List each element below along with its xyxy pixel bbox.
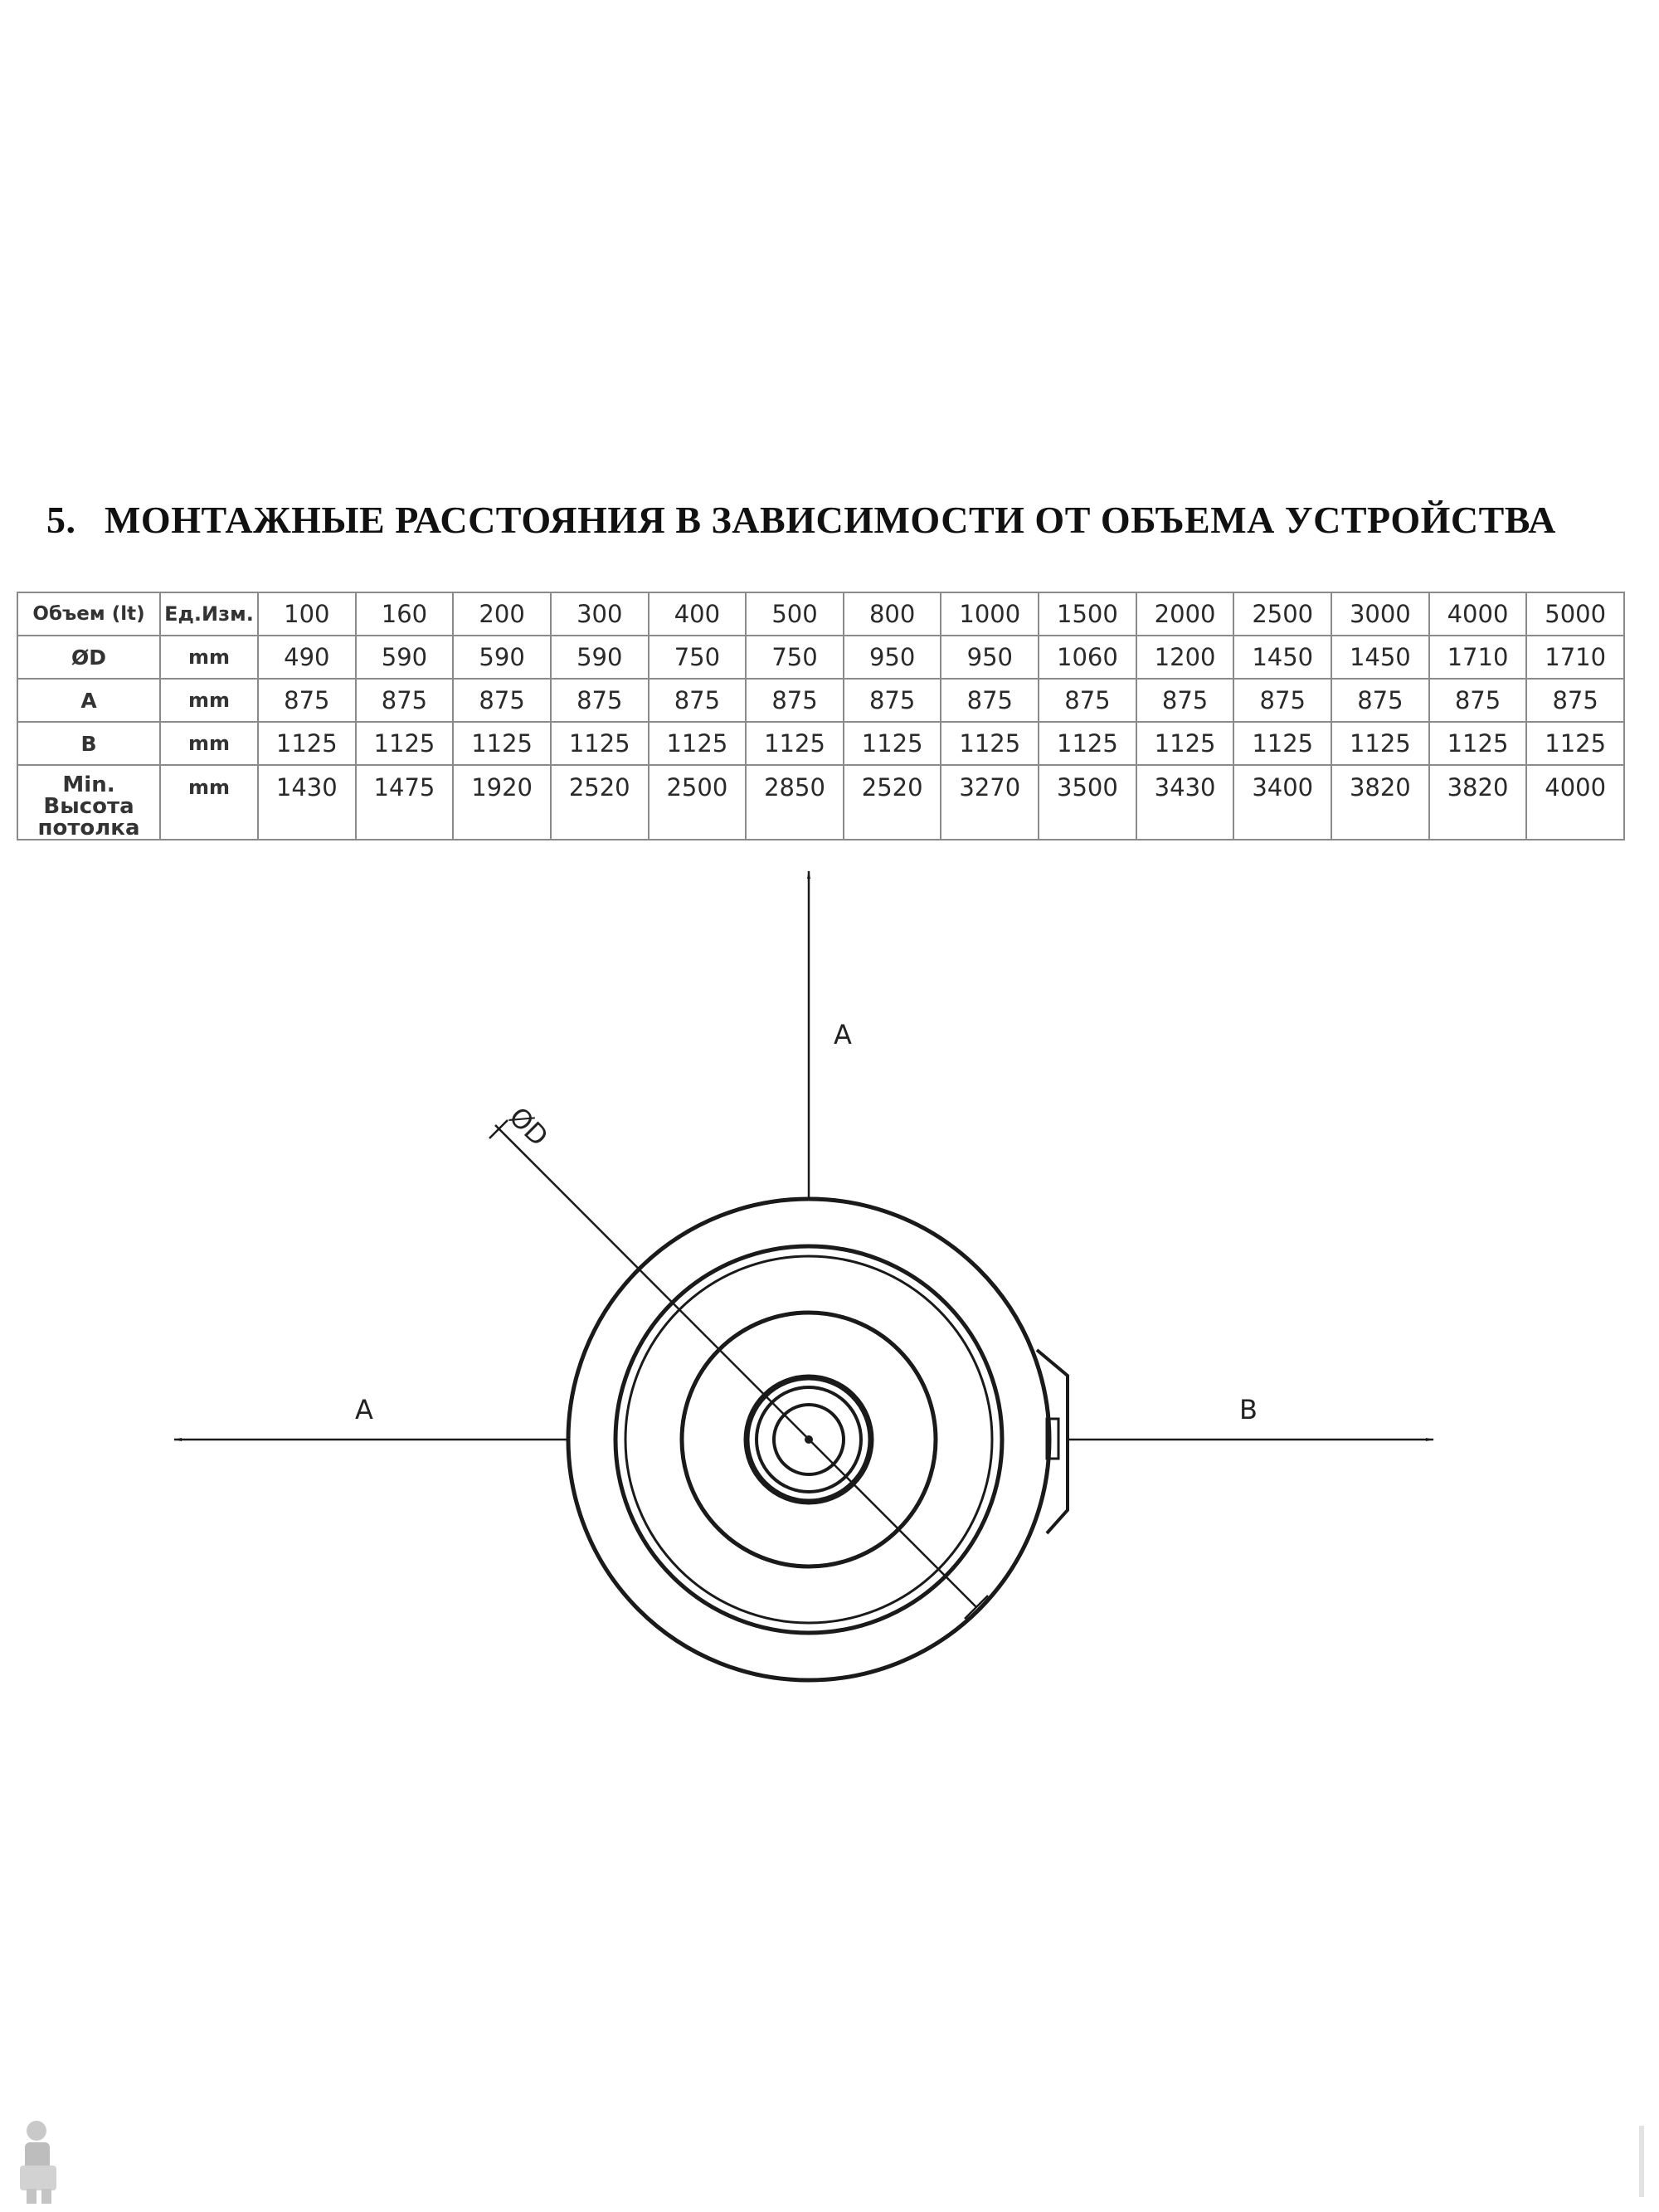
- table-cell: 1125: [1039, 722, 1136, 765]
- table-cell: 1125: [1429, 722, 1527, 765]
- table-cell: 1450: [1331, 636, 1429, 679]
- table-row: [17, 636, 1624, 679]
- table-cell: 3820: [1331, 765, 1429, 840]
- diameter-line: [495, 1125, 976, 1607]
- table-cell: 1125: [1331, 722, 1429, 765]
- table-row: [17, 722, 1624, 765]
- table-cell: 2520: [844, 765, 941, 840]
- table-cell: 875: [258, 679, 356, 722]
- table-cell: 875: [746, 679, 844, 722]
- table-cell: 875: [1136, 679, 1234, 722]
- table-cell: 875: [844, 679, 941, 722]
- table-cell: 4000: [1429, 592, 1527, 636]
- table-cell: 1060: [1039, 636, 1136, 679]
- table-cell: 1125: [941, 722, 1039, 765]
- table-cell: 490: [258, 636, 356, 679]
- table-header-row: [17, 592, 1624, 636]
- table-cell: 1500: [1039, 592, 1136, 636]
- table-cell: 2500: [649, 765, 747, 840]
- table-cell: 1125: [844, 722, 941, 765]
- table-cell: 3500: [1039, 765, 1136, 840]
- row-unit: mm: [160, 679, 258, 722]
- table-cell: 2500: [1233, 592, 1331, 636]
- table-cell: 1125: [649, 722, 747, 765]
- row-unit: mm: [160, 636, 258, 679]
- table-cell: 200: [453, 592, 551, 636]
- row-unit: mm: [160, 722, 258, 765]
- table-cell: 1710: [1526, 636, 1624, 679]
- table-cell: 160: [356, 592, 454, 636]
- table-cell: 875: [551, 679, 649, 722]
- table-cell: 2000: [1136, 592, 1234, 636]
- table-cell: 3400: [1233, 765, 1331, 840]
- label-top-a: A: [834, 1019, 852, 1050]
- table-cell: 950: [844, 636, 941, 679]
- table-cell: 2850: [746, 765, 844, 840]
- section-title: [46, 498, 1623, 542]
- mounting-distances-table: [17, 592, 1625, 840]
- table-cell: 4000: [1526, 765, 1624, 840]
- table-cell: 1125: [356, 722, 454, 765]
- table-cell: 1125: [551, 722, 649, 765]
- table-cell: 875: [453, 679, 551, 722]
- table-cell: 3000: [1331, 592, 1429, 636]
- table-cell: 750: [746, 636, 844, 679]
- label-diameter: ØD: [503, 1100, 555, 1152]
- installation-diagram: [0, 855, 1659, 1717]
- table-cell: 875: [649, 679, 747, 722]
- table-cell: 950: [941, 636, 1039, 679]
- table-cell: 875: [941, 679, 1039, 722]
- table-cell: 875: [1429, 679, 1527, 722]
- watermark-mark-icon: [1634, 2124, 1651, 2199]
- table-cell: 1125: [258, 722, 356, 765]
- row-label: Объем (lt): [17, 592, 160, 636]
- label-right-b: B: [1239, 1394, 1258, 1425]
- table-cell: 1125: [1233, 722, 1331, 765]
- table-cell: 875: [1233, 679, 1331, 722]
- row-label: A: [17, 679, 160, 722]
- table-cell: 875: [1526, 679, 1624, 722]
- table-cell: 2520: [551, 765, 649, 840]
- table-cell: 875: [356, 679, 454, 722]
- row-label: ØD: [17, 636, 160, 679]
- table-cell: 1125: [1136, 722, 1234, 765]
- table-cell: 1710: [1429, 636, 1527, 679]
- table-cell: 1430: [258, 765, 356, 840]
- table-cell: 3820: [1429, 765, 1527, 840]
- row-label: B: [17, 722, 160, 765]
- section-number: 5.: [46, 499, 76, 541]
- table-cell: 500: [746, 592, 844, 636]
- table-cell: 1125: [746, 722, 844, 765]
- table-cell: 590: [551, 636, 649, 679]
- table-cell: 1125: [1526, 722, 1624, 765]
- table-cell: 1450: [1233, 636, 1331, 679]
- table-cell: 590: [453, 636, 551, 679]
- table-cell: 750: [649, 636, 747, 679]
- mascot-logo-icon: [5, 2116, 71, 2207]
- label-left-a: A: [355, 1394, 373, 1425]
- row-unit: Ед.Изм.: [160, 592, 258, 636]
- table-cell: 100: [258, 592, 356, 636]
- table-cell: 300: [551, 592, 649, 636]
- table-cell: 3430: [1136, 765, 1234, 840]
- table-cell: 5000: [1526, 592, 1624, 636]
- table-row: [17, 679, 1624, 722]
- table-cell: 3270: [941, 765, 1039, 840]
- table-cell: 875: [1331, 679, 1429, 722]
- table-cell: 400: [649, 592, 747, 636]
- table-cell: 800: [844, 592, 941, 636]
- table-cell: 1475: [356, 765, 454, 840]
- table-cell: 1200: [1136, 636, 1234, 679]
- table-cell: 1125: [453, 722, 551, 765]
- table-row: [17, 765, 1624, 840]
- row-unit: mm: [160, 765, 258, 840]
- table-cell: 1920: [453, 765, 551, 840]
- row-label: Min. Высота потолка: [17, 765, 160, 840]
- table-cell: 590: [356, 636, 454, 679]
- table-cell: 875: [1039, 679, 1136, 722]
- table-cell: 1000: [941, 592, 1039, 636]
- section-heading: МОНТАЖНЫЕ РАССТОЯНИЯ В ЗАВИСИМОСТИ ОТ ОБЪЕМА УСТРОЙСТВА: [105, 499, 1556, 541]
